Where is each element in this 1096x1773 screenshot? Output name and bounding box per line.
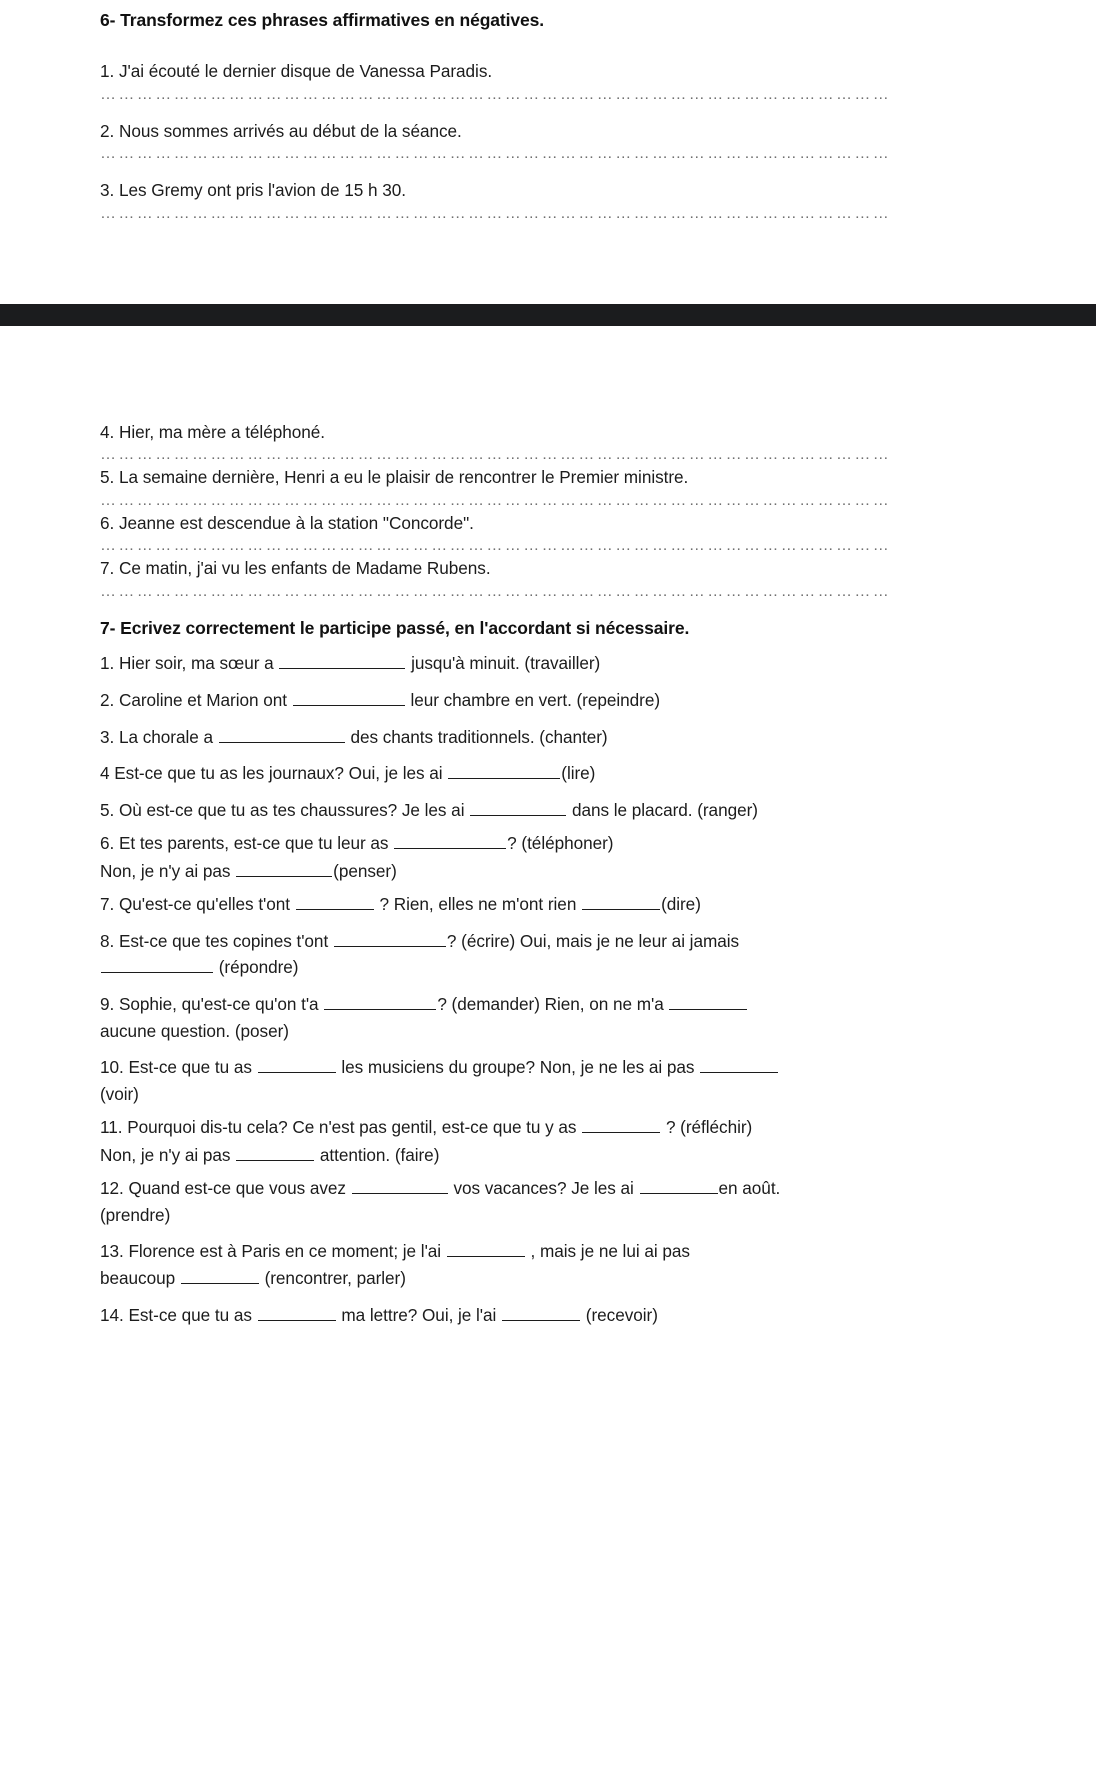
item-text: ? (téléphoner) [507, 832, 614, 853]
exercise-7-heading: 7- Ecrivez correctement le participe passé, en l'accordant si nécessaire. [100, 617, 690, 638]
item-text: 10. Est-ce que tu as [100, 1057, 252, 1078]
answer-blank[interactable] [101, 956, 213, 973]
exercise-6-heading: 6- Transformez ces phrases affirmatives en négatives. [100, 10, 545, 30]
exercise-6-question-7: 7. Ce matin, j'ai vu les enfants de Madame Rubens. [100, 558, 491, 578]
exercise-7-item-14 [0, 1297, 980, 1334]
answer-blank[interactable] [700, 1056, 778, 1073]
item-text: (lire) [561, 763, 596, 784]
exercise-6-question-5: 5. La semaine dernière, Henri a eu le plaisir de rencontrer le Premier ministre. [100, 467, 689, 487]
item-text: dans le placard. (ranger) [571, 800, 758, 820]
answer-blank[interactable] [502, 1304, 580, 1321]
exercise-7-item-4 [0, 755, 980, 792]
exercise-6-question-3: 3. Les Gremy ont pris l'avion de 15 h 30. [100, 180, 406, 200]
exercise-7-item-2 [0, 682, 980, 719]
answer-dotted-line-1[interactable]: ………………………………………………………………………………………………………………… [100, 85, 892, 103]
item-text: des chants traditionnels. (chanter) [350, 726, 608, 747]
exercise-7-item-11-followup [0, 1141, 980, 1170]
answer-blank[interactable] [447, 1240, 525, 1257]
item-text: , mais je ne lui ai pas [530, 1241, 690, 1262]
answer-blank[interactable] [394, 832, 506, 849]
item-text: (répondre) [218, 957, 299, 978]
item-text: ? Rien, elles ne m'ont rien [379, 893, 577, 914]
item-text: (dire) [661, 893, 701, 914]
exercise-6-section [0, 0, 1096, 226]
item-text: 8. Est-ce que tes copines t'ont [100, 930, 329, 951]
exercise-6-question-2: 2. Nous sommes arrivés au début de la séance. [100, 120, 462, 141]
exercise-6-question-6: 6. Jeanne est descendue à la station "Concorde". [100, 512, 474, 533]
answer-blank[interactable] [258, 1056, 336, 1073]
item-text: ? (demander) Rien, on ne m'a [437, 993, 664, 1014]
exercise-6-continued [0, 422, 1096, 604]
answer-blank[interactable] [582, 893, 660, 910]
spacer [0, 107, 1096, 121]
item-text: 9. Sophie, qu'est-ce qu'on t'a [100, 993, 319, 1014]
exercise-7-item-8 [0, 923, 980, 986]
exercise-7-item-7 [0, 886, 980, 923]
answer-blank[interactable] [640, 1177, 718, 1194]
item-text: 3. La chorale a [100, 726, 213, 747]
spacer [0, 326, 1096, 422]
item-text: attention. (faire) [319, 1145, 440, 1166]
item-text: 12. Quand est-ce que vous avez [100, 1177, 346, 1198]
item-text: ma lettre? Oui, je l'ai [341, 1304, 497, 1325]
item-text: (recevoir) [585, 1304, 658, 1325]
item-text: les musiciens du groupe? Non, je ne les ai pas [341, 1057, 695, 1078]
exercise-7-section [0, 604, 1096, 1334]
exercise-7-item-5 [0, 792, 980, 829]
item-text: Non, je n'y ai pas [100, 1145, 231, 1166]
item-text: Non, je n'y ai pas [100, 861, 231, 882]
exercise-7-item-9 [0, 986, 980, 1049]
answer-blank[interactable] [236, 861, 332, 878]
exercise-7-item-11 [0, 1113, 980, 1142]
item-text: beaucoup [100, 1267, 176, 1288]
exercise-7-item-10 [0, 1049, 980, 1112]
page-break-band [0, 304, 1096, 326]
answer-dotted-line-4[interactable]: ………………………………………………………………………………………………………………… [100, 446, 892, 463]
item-text: ? (écrire) Oui, mais je ne leur ai jamais [446, 930, 740, 951]
item-text: 11. Pourquoi dis-tu cela? Ce n'est pas gentil, est-ce que tu y as [100, 1116, 577, 1137]
spacer [0, 226, 1096, 304]
item-text: (voir) [100, 1083, 139, 1104]
answer-dotted-line-2[interactable]: ………………………………………………………………………………………………………………… [100, 145, 892, 162]
spacer [0, 166, 1096, 180]
answer-blank[interactable] [279, 653, 405, 670]
exercise-7-item-13 [0, 1233, 980, 1296]
item-text: 2. Caroline et Marion ont [100, 690, 287, 711]
item-text: jusqu'à minuit. (travailler) [411, 653, 601, 674]
item-text: (prendre) [100, 1204, 171, 1225]
answer-dotted-line-7[interactable]: ………………………………………………………………………………………………………………… [100, 582, 892, 600]
answer-blank[interactable] [470, 799, 566, 816]
exercise-7-item-6-followup [0, 857, 980, 886]
item-text: 5. Où est-ce que tu as tes chaussures? Je les ai [100, 800, 465, 820]
answer-blank[interactable] [258, 1304, 336, 1321]
exercise-7-item-12 [0, 1170, 980, 1233]
answer-blank[interactable] [293, 689, 405, 706]
item-text: 4 Est-ce que tu as les journaux? Oui, je les ai [100, 763, 443, 784]
answer-blank[interactable] [296, 893, 374, 910]
item-text: leur chambre en vert. (repeindre) [410, 690, 661, 711]
item-text: 1. Hier soir, ma sœur a [100, 653, 274, 674]
item-text: en août. [718, 1177, 781, 1198]
item-text: aucune question. (poser) [100, 1020, 289, 1041]
exercise-6-question-4: 4. Hier, ma mère a téléphoné. [100, 421, 325, 442]
answer-blank[interactable] [582, 1116, 660, 1133]
item-text: ? (réfléchir) [665, 1116, 753, 1137]
exercise-7-item-6 [0, 829, 980, 858]
answer-blank[interactable] [219, 726, 345, 743]
exercise-7-item-1 [0, 645, 980, 682]
answer-dotted-line-3[interactable]: ………………………………………………………………………………………………………………… [100, 204, 892, 222]
exercise-6-question-1: 1. J'ai écouté le dernier disque de Vanessa Paradis. [100, 61, 493, 81]
answer-blank[interactable] [236, 1144, 314, 1161]
item-text: 7. Qu'est-ce qu'elles t'ont [100, 893, 291, 914]
spacer [0, 31, 1096, 61]
item-text: (rencontrer, parler) [264, 1267, 406, 1288]
item-text: 14. Est-ce que tu as [100, 1304, 252, 1325]
answer-blank[interactable] [181, 1267, 259, 1284]
answer-blank[interactable] [352, 1177, 448, 1194]
item-text: (penser) [333, 861, 397, 882]
item-text: 6. Et tes parents, est-ce que tu leur as [100, 832, 389, 853]
answer-blank[interactable] [334, 930, 446, 947]
answer-blank[interactable] [669, 993, 747, 1010]
answer-blank[interactable] [324, 993, 436, 1010]
answer-dotted-line-5[interactable]: ………………………………………………………………………………………………………………… [100, 491, 892, 509]
exercise-7-item-3 [0, 719, 980, 756]
item-text: 13. Florence est à Paris en ce moment; je l'ai [100, 1241, 442, 1262]
item-text: vos vacances? Je les ai [453, 1177, 634, 1198]
answer-blank[interactable] [448, 763, 560, 780]
answer-dotted-line-6[interactable]: ………………………………………………………………………………………………………………… [100, 537, 892, 554]
